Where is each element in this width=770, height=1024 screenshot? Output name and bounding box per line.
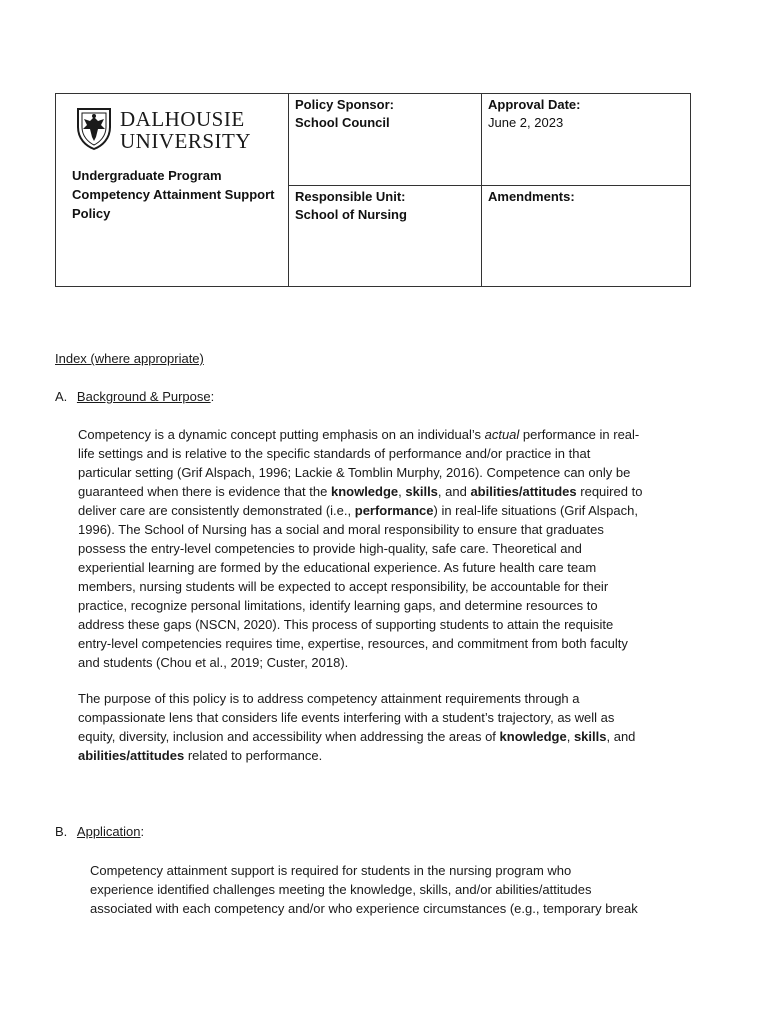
responsible-unit-cell [289,186,482,286]
paragraph-line: life settings and is relative to the specific standards of performance and/or practice in that [78,446,591,461]
section-a-heading [55,387,214,406]
policy-sponsor-label: Policy Sponsor: [295,97,394,112]
index-heading: Index (where appropriate) [55,351,204,366]
paragraph-line: Competency is a dynamic concept putting emphasis on an individual’s actual performance in real- [78,427,640,442]
university-name-line2: UNIVERSITY [120,129,251,153]
university-name [120,108,251,152]
paragraph-line: members, nursing students will be expected to accept responsibility, be accountable for their [78,579,609,594]
paragraph-line: possess the entry-level competencies to provide high-quality, safe care. Theoretical and [78,541,582,556]
paragraph-line: compassionate lens that considers life events interfering with a student’s trajectory, as well as [78,710,615,725]
section-a-title-suffix: : [210,389,215,404]
policy-title-cell [56,94,289,286]
paragraph-line: Competency attainment support is required for students in the nursing program who [90,863,572,878]
paragraph-line: associated with each competency and/or who experience circumstances (e.g., temporary break [90,901,638,916]
responsible-unit-label: Responsible Unit: [295,189,406,204]
university-name-line1: DALHOUSIE [120,107,245,131]
policy-title-line: Policy [72,206,111,221]
paragraph-line: experience identified challenges meeting the knowledge, skills, and/or abilities/attitudes [90,882,592,897]
section-b-marker: B. [55,824,68,839]
paragraph-line: abilities/attitudes related to performance. [78,748,323,763]
approval-date-value: June 2, 2023 [488,115,564,130]
policy-sponsor-cell [289,94,482,186]
paragraph-line: The purpose of this policy is to address competency attainment requirements through a [78,691,580,706]
paragraph-line: entry-level competencies requires time, expertise, resources, and commitment from both faculty [78,636,628,651]
paragraph-line: address these gaps (NSCN, 2020). This process of supporting students to attain the requisite [78,617,614,632]
university-logo [76,107,266,151]
shield-crest-icon [76,107,112,151]
section-b-title: Application [76,824,141,839]
section-b-paragraph-1 [90,861,685,918]
policy-title-line: Undergraduate Program [72,168,222,183]
amendments-cell [482,186,690,286]
paragraph-line: equity, diversity, inclusion and accessibility when addressing the areas of knowledge, skills, and [78,729,636,744]
section-a-marker: A. [55,389,68,404]
paragraph-line: deliver care are consistently demonstrated (i.e., performance) in real-life situations (Grif Alspach, [78,503,638,518]
section-a-paragraph-2 [78,689,683,765]
section-b-title-suffix: : [140,824,145,839]
policy-title [72,166,287,223]
approval-date-label: Approval Date: [488,97,581,112]
paragraph-line: practice, recognize personal limitations, identify learning gaps, and determine resources to [78,598,598,613]
section-a-paragraph-1 [78,425,683,672]
policy-title-line: Competency Attainment Support [72,187,275,202]
paragraph-line: guaranteed when there is evidence that the knowledge, skills, and abilities/attitudes required to [78,484,643,499]
paragraph-line: and students (Chou et al., 2019; Custer, 2018). [78,655,349,670]
amendments-label: Amendments: [488,189,575,204]
section-b-heading [55,822,144,841]
responsible-unit-value: School of Nursing [295,207,407,222]
policy-sponsor-value: School Council [295,115,390,130]
section-a-title: Background & Purpose [76,389,211,404]
approval-date-cell [482,94,690,186]
paragraph-line: 1996). The School of Nursing has a social and moral responsibility to ensure that graduates [78,522,604,537]
policy-header-table [55,93,691,287]
paragraph-line: particular setting (Grif Alspach, 1996; Lackie & Tomblin Murphy, 2016). Competence can only be [78,465,631,480]
paragraph-line: experiential learning are formed by the educational experience. As future health care team [78,560,597,575]
